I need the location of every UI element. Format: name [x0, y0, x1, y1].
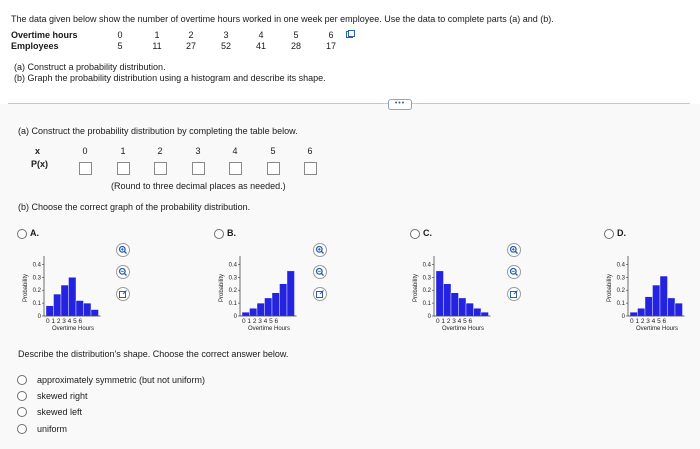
hours-cell: 5	[293, 30, 299, 40]
px-input[interactable]	[229, 162, 242, 175]
histogram-bar	[481, 312, 489, 316]
graph-option-a-label: A.	[30, 228, 39, 238]
histogram-bar	[265, 298, 273, 316]
histogram-bar	[474, 308, 482, 316]
y-tick-label: 0.2	[422, 288, 431, 295]
hours-cell: 2	[188, 30, 194, 40]
y-tick-label: 0.2	[32, 288, 41, 295]
graph-c	[408, 245, 523, 333]
employees-cell: 41	[255, 41, 266, 51]
histogram-bar	[466, 303, 474, 316]
y-tick-label: 0	[233, 314, 237, 320]
open-window-icon[interactable]	[116, 287, 130, 301]
expand-button[interactable]: •••	[388, 99, 412, 110]
y-tick-label: 0	[427, 314, 431, 320]
shape-option-label: skewed right	[37, 391, 88, 401]
x-axis-label: Overtime Hours	[441, 326, 485, 332]
y-tick-label: 0.4	[422, 262, 431, 269]
graph-option-d-label: D.	[617, 228, 626, 238]
graph-option-a-radio[interactable]	[17, 229, 27, 239]
y-tick-label: 0.3	[32, 275, 41, 282]
y-axis-label: Probability	[607, 273, 613, 303]
px-input[interactable]	[154, 162, 167, 175]
hours-cell: 0	[117, 30, 123, 40]
x-tick-labels: 0 1 2 3 4 5 6	[630, 318, 667, 325]
histogram-bar	[250, 308, 258, 316]
x-value: 6	[307, 146, 313, 156]
px-input[interactable]	[304, 162, 317, 175]
y-tick-label: 0	[37, 314, 41, 320]
shape-option-label: approximately symmetric (but not uniform)	[37, 375, 206, 385]
histogram-bar	[660, 276, 668, 316]
zoom-in-icon[interactable]	[507, 243, 521, 257]
y-tick-label: 0.1	[32, 301, 41, 308]
x-axis-label: Overtime Hours	[635, 326, 679, 332]
x-label: x	[35, 146, 41, 156]
histogram-bar	[54, 294, 62, 316]
histogram-bar	[61, 285, 69, 316]
shape-option-label: skewed left	[37, 407, 83, 417]
graph-d	[602, 245, 700, 333]
y-tick-label: 0.2	[228, 288, 237, 295]
copy-data-icon[interactable]	[346, 30, 355, 39]
employees-cell: 5	[117, 41, 123, 51]
employees-cell: 11	[152, 41, 162, 51]
px-label: P(x)	[31, 159, 49, 169]
histogram-bar	[46, 306, 54, 316]
x-value: 4	[232, 146, 238, 156]
histogram-bar	[280, 284, 288, 316]
y-tick-label: 0	[621, 314, 625, 320]
hours-cell: 1	[154, 30, 160, 40]
open-window-icon[interactable]	[507, 287, 521, 301]
histogram-bar	[257, 303, 265, 316]
x-tick-labels: 0 1 2 3 4 5 6	[242, 318, 279, 325]
histogram-bar	[451, 293, 459, 316]
zoom-in-icon[interactable]	[313, 243, 327, 257]
hours-row-label: Overtime hours	[11, 30, 78, 40]
px-input[interactable]	[267, 162, 280, 175]
y-tick-label: 0.3	[616, 275, 625, 282]
y-tick-label: 0.4	[616, 262, 625, 269]
px-input[interactable]	[117, 162, 130, 175]
y-tick-label: 0.1	[228, 301, 237, 308]
y-axis-label: Probability	[413, 273, 419, 303]
hours-cell: 4	[258, 30, 264, 40]
zoom-out-icon[interactable]	[507, 265, 521, 279]
histogram-bar	[436, 271, 444, 316]
px-input[interactable]	[79, 162, 92, 175]
histogram-bar	[668, 298, 676, 316]
zoom-out-icon[interactable]	[313, 265, 327, 279]
x-tick-labels: 0 1 2 3 4 5 6	[46, 318, 83, 325]
y-tick-label: 0.2	[616, 288, 625, 295]
histogram-bar	[645, 297, 653, 316]
employees-cell: 17	[325, 41, 336, 51]
x-value: 5	[270, 146, 276, 156]
hours-cell: 6	[328, 30, 334, 40]
histogram-bar	[653, 285, 661, 316]
histogram-bar	[84, 303, 92, 316]
graph-b	[214, 245, 329, 333]
employees-cell: 28	[290, 41, 301, 51]
x-value: 2	[157, 146, 163, 156]
graph-option-b-label: B.	[227, 228, 236, 238]
shape-option-radio[interactable]	[17, 391, 27, 401]
graph-option-b-radio[interactable]	[214, 229, 224, 239]
graph-option-c-label: C.	[423, 228, 432, 238]
shape-option-radio[interactable]	[17, 375, 27, 385]
employees-row-label: Employees	[11, 41, 59, 51]
question-header	[0, 0, 700, 104]
y-tick-label: 0.3	[422, 275, 431, 282]
section-divider	[8, 103, 690, 104]
part-b-instruction: (b) Choose the correct graph of the probability distribution.	[18, 202, 251, 212]
histogram-bar	[287, 271, 295, 316]
shape-option-radio[interactable]	[17, 424, 27, 434]
shape-option-radio[interactable]	[17, 407, 27, 417]
histogram-bar	[675, 303, 683, 316]
x-axis-label: Overtime Hours	[247, 326, 291, 332]
employees-cell: 27	[185, 41, 196, 51]
y-axis-label: Probability	[23, 273, 29, 303]
histogram-bar	[242, 312, 250, 316]
histogram-bar	[459, 298, 467, 316]
histogram-bar	[630, 312, 638, 316]
x-value: 1	[120, 146, 126, 156]
x-tick-labels: 0 1 2 3 4 5 6	[436, 318, 473, 325]
graph-option-c-radio[interactable]	[410, 229, 420, 239]
question-prompt: The data given below show the number of overtime hours worked in one week per employee. Use the data to complete parts (a) and (b).	[11, 14, 554, 24]
hours-cell: 3	[223, 30, 229, 40]
employees-cell: 52	[220, 41, 231, 51]
y-tick-label: 0.3	[228, 275, 237, 282]
histogram-bar	[444, 284, 452, 316]
part-a-instruction: (a) Construct the probability distribution by completing the table below.	[18, 126, 298, 136]
px-input[interactable]	[192, 162, 205, 175]
zoom-out-icon[interactable]	[116, 265, 130, 279]
part-a-text: (a) Construct a probability distribution.	[14, 62, 166, 72]
histogram-bar	[638, 308, 646, 316]
histogram-bar	[272, 293, 280, 316]
zoom-in-icon[interactable]	[116, 243, 130, 257]
histogram-bar	[69, 277, 77, 316]
y-tick-label: 0.1	[422, 301, 431, 308]
open-window-icon[interactable]	[313, 287, 327, 301]
shape-question: Describe the distribution's shape. Choose the correct answer below.	[18, 349, 289, 359]
x-axis-label: Overtime Hours	[51, 326, 95, 332]
x-value: 3	[195, 146, 201, 156]
part-b-text: (b) Graph the probability distribution using a histogram and describe its shape.	[14, 73, 326, 83]
histogram-bar	[76, 301, 84, 316]
graph-option-d-radio[interactable]	[604, 229, 614, 239]
round-note: (Round to three decimal places as needed.)	[111, 181, 286, 191]
y-tick-label: 0.4	[228, 262, 237, 269]
y-axis-label: Probability	[219, 273, 225, 303]
shape-option-label: uniform	[37, 424, 68, 434]
y-tick-label: 0.4	[32, 262, 41, 269]
histogram-bar	[91, 310, 99, 316]
y-tick-label: 0.1	[616, 301, 625, 308]
x-value: 0	[82, 146, 88, 156]
